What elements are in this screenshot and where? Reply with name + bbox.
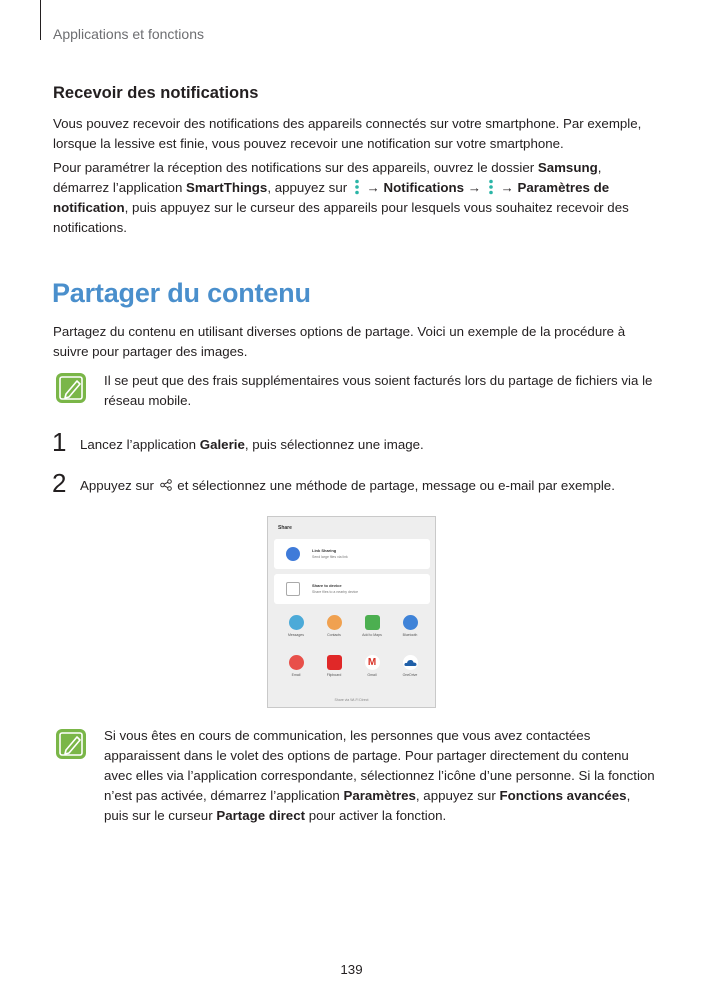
onedrive-app-icon <box>403 655 418 670</box>
smartthings-app-label: SmartThings <box>186 180 268 195</box>
share-app-bluetooth[interactable] <box>394 615 426 637</box>
notifications-paragraph-2 <box>53 158 653 238</box>
share-app-gmail[interactable] <box>356 655 388 677</box>
share-app-label: Gmail <box>367 673 377 677</box>
notifications-heading: Recevoir des notifications <box>53 84 259 102</box>
share-panel-footer[interactable]: Share via Wi-Fi Direct <box>334 698 369 702</box>
share-to-device-desc: Share files to a nearby device <box>312 590 359 594</box>
note2-text-1: Si vous êtes en cours de communication, les personnes que vous avez contactées apparaissent dans le volet des options de partage. Pour partager directement du contenu avec elles via l’application correspondante, sélectionnez l’icône d’une personne. Si la fonction n’est pas activée, démarrez l’application <box>104 728 655 803</box>
share-app-flipboard[interactable] <box>318 655 350 677</box>
note-direct-share <box>104 726 656 826</box>
p2-arrow-1: → <box>362 180 384 195</box>
share-app-label: Bluetooth <box>402 633 418 637</box>
note-icon <box>55 372 87 404</box>
share-app-email[interactable] <box>280 655 312 677</box>
share-panel-screenshot <box>267 516 436 708</box>
p2-text-7: , puis appuyez sur le curseur des appareils pour lesquels vous souhaitez recevoir des notifications. <box>53 200 629 235</box>
share-app-label: OneDrive <box>402 673 418 677</box>
step-1-text-2: , puis sélectionnez une image. <box>244 437 424 452</box>
gallery-app-label: Galerie <box>199 437 245 452</box>
more-options-icon <box>353 179 361 195</box>
share-intro-paragraph: Partagez du contenu en utilisant diverses options de partage. Voici un exemple de la procédure à suivre pour partager des images. <box>53 324 626 359</box>
bluetooth-app-icon <box>403 615 418 630</box>
link-sharing-card[interactable] <box>274 539 430 569</box>
step-2-text-2: et sélectionnez une méthode de partage, message ou e-mail par exemple. <box>173 478 615 493</box>
notifications-menu-label: Notifications <box>383 180 465 195</box>
share-app-label: Email <box>291 673 301 677</box>
step-1-text <box>80 435 424 455</box>
p2-text-3: , appuyez sur <box>267 180 351 195</box>
maps-app-icon <box>365 615 380 630</box>
p2-arrow-2: → <box>464 180 485 195</box>
share-app-label: Add to Maps <box>362 633 382 637</box>
step-2-text-1: Appuyez sur <box>80 478 158 493</box>
share-app-label: Messages <box>288 633 304 637</box>
share-section-title: Partager du contenu <box>52 278 311 308</box>
advanced-features-label: Fonctions avancées <box>499 788 627 803</box>
email-app-icon <box>289 655 304 670</box>
share-icon <box>160 479 172 491</box>
p2-text-2: , démarrez l’application <box>53 160 602 195</box>
step-1-number: 1 <box>52 427 67 457</box>
step-2-number: 2 <box>52 468 67 498</box>
note2-text-3: , puis sur le curseur <box>104 788 631 823</box>
share-app-contacts[interactable] <box>318 615 350 637</box>
notification-settings-label: Paramètres de notification <box>53 180 610 215</box>
link-sharing-label: Link Sharing <box>312 548 337 553</box>
share-app-label: Contacts <box>327 633 341 637</box>
p2-text-1: Pour paramétrer la réception des notifications sur des appareils, ouvrez le dossier <box>53 160 538 175</box>
settings-app-label: Paramètres <box>343 788 416 803</box>
gmail-app-icon: M <box>365 655 380 670</box>
notifications-paragraph-1: Vous pouvez recevoir des notifications des appareils connectés sur votre smartphone. Par exemple, lorsque la lessive est finie, vous pouvez recevoir une notification sur votre smartphone. <box>53 116 642 151</box>
share-to-device-label: Share to device <box>312 583 342 588</box>
page-number: 139 <box>340 962 363 977</box>
flipboard-app-icon <box>327 655 342 670</box>
share-panel-title: Share <box>278 525 292 531</box>
link-sharing-desc: Send large files via link <box>312 555 348 559</box>
p2-arrow-3: → <box>496 180 518 195</box>
message-app-icon <box>289 615 304 630</box>
note2-text-4: pour activer la fonction. <box>305 808 447 823</box>
share-app-maps[interactable] <box>356 615 388 637</box>
note-icon <box>55 728 87 760</box>
cloud-link-icon <box>286 547 300 561</box>
step-1-text-1: Lancez l’application <box>80 437 200 452</box>
step-2-text <box>80 476 615 496</box>
device-icon <box>286 582 300 596</box>
share-app-onedrive[interactable] <box>394 655 426 677</box>
note2-text-2: , appuyez sur <box>415 788 500 803</box>
share-app-label: Flipboard <box>326 673 342 677</box>
direct-share-label: Partage direct <box>216 808 306 823</box>
header-corner-line <box>40 0 41 40</box>
contacts-app-icon <box>327 615 342 630</box>
note-mobile-charges: Il se peut que des frais supplémentaires vous soient facturés lors du partage de fichiers via le réseau mobile. <box>104 373 653 408</box>
samsung-folder-label: Samsung <box>537 160 598 175</box>
running-header: Applications et fonctions <box>53 26 204 42</box>
share-to-device-card[interactable] <box>274 574 430 604</box>
more-options-icon <box>487 179 495 195</box>
share-app-messages[interactable] <box>280 615 312 637</box>
